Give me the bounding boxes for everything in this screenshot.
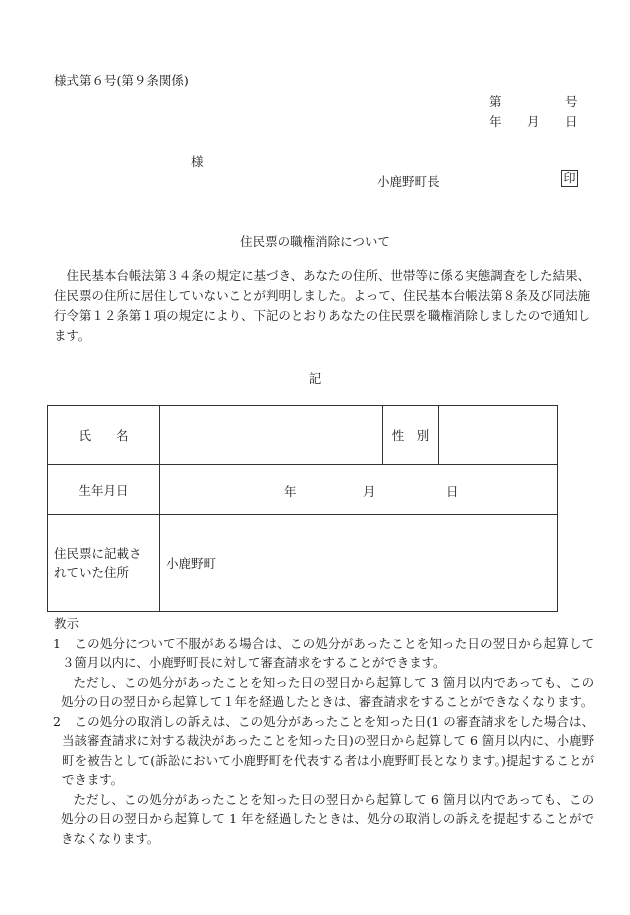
- name-value: [160, 406, 383, 465]
- sender-name: 小鹿野町長: [377, 174, 440, 189]
- sex-label: 性 別: [383, 406, 439, 465]
- ki-heading: 記: [308, 371, 322, 386]
- birth-value: [160, 465, 558, 515]
- address-label: 住民票に記載されていた住所: [48, 515, 160, 612]
- address-value: 小鹿野町: [160, 515, 558, 612]
- addressee-suffix: 様: [191, 154, 204, 169]
- seal-mark: 印: [561, 170, 578, 187]
- notice-section: [54, 614, 594, 848]
- notice-item-number: 2: [53, 713, 61, 729]
- birth-year: 年: [284, 484, 297, 499]
- form-id: 様式第６号(第９条関係): [54, 73, 189, 88]
- table-row-address: [48, 515, 558, 612]
- number-suffix: 号: [565, 94, 578, 109]
- date-day: 日: [565, 114, 578, 129]
- notice-item-proviso: ただし、この処分があったことを知った日の翌日から起算して 3 箇月以内であっても、この処分の日の翌日から起算して１年を経過したときは、審査請求をすることができなくなります。: [61, 674, 594, 709]
- number-prefix: 第: [489, 94, 502, 109]
- notice-item-1: [54, 634, 594, 673]
- notice-item-number: 1: [53, 635, 61, 651]
- birth-month: 月: [363, 484, 376, 499]
- document-title: 住民票の職権消除について: [240, 234, 390, 249]
- body-paragraph: 住民基本台帳法第３４条の規定に基づき、あなたの住所、世帯等に係る実態調査をした結果、住民票の住所に居住していないことが判明しました。よって、住民基本台帳法第８条及び同法施行令第１２条第１項の規定により、下記のとおりあなたの住民票を職権消除しましたので通知します。: [54, 268, 590, 343]
- notice-item-text: この処分の取消しの訴えは、この処分があったことを知った日(1 の審査請求をした場合は、当該審査請求に対する裁決があったことを知った日)の翌日から起算して 6 箇月以内に、小鹿野町を被告として(訴訟において小鹿野町を代表する者は小鹿野町長となります。)提起することができます。: [62, 713, 594, 787]
- birth-day: 日: [446, 484, 459, 499]
- record-table: [47, 405, 558, 612]
- table-row-name: [48, 406, 558, 465]
- table-row-birth: [48, 465, 558, 515]
- name-label: 氏 名: [48, 406, 160, 465]
- notice-item-text: この処分について不服がある場合は、この処分があったことを知った日の翌日から起算して３箇月以内に、小鹿野町長に対して審査請求をすることができます。: [62, 635, 594, 670]
- birth-label: 生年月日: [48, 465, 160, 515]
- notice-item-proviso: ただし、この処分があったことを知った日の翌日から起算して 6 箇月以内であっても、この処分の日の翌日から起算して 1 年を経過したときは、処分の取消しの訴えを提起することができなくなります。: [61, 791, 594, 846]
- sex-value: [439, 406, 558, 465]
- date-month: 月: [527, 114, 540, 129]
- notice-header: 教示: [54, 616, 80, 631]
- date-year: 年: [489, 114, 502, 129]
- notice-item-2: [54, 712, 594, 790]
